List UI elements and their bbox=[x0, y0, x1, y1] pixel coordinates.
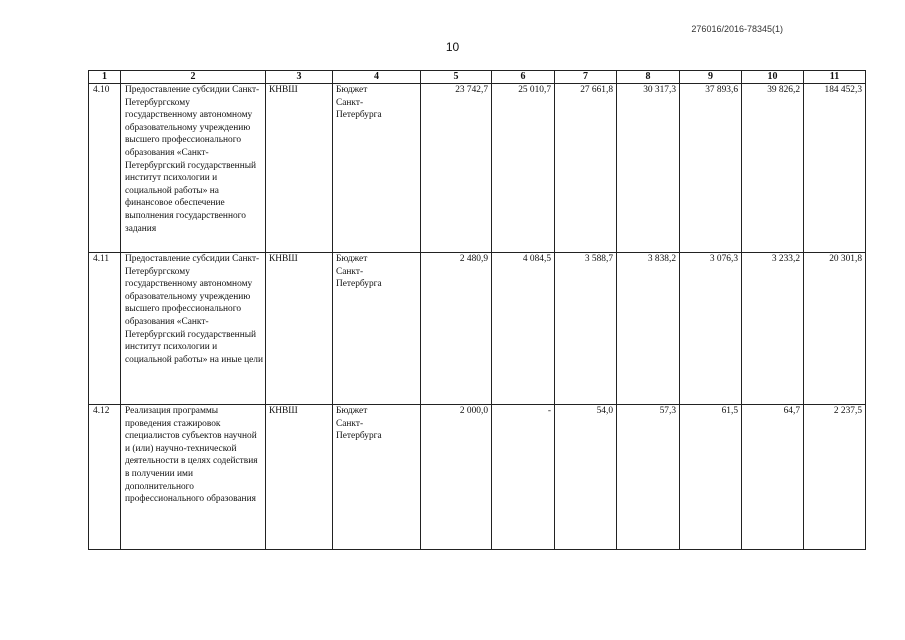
row-funding-source: Бюджет Санкт- Петербурга bbox=[333, 253, 421, 405]
row-value: 4 084,5 bbox=[492, 253, 555, 405]
row-number: 4.11 bbox=[89, 253, 121, 405]
row-value: 64,7 bbox=[742, 405, 804, 550]
row-value: 25 010,7 bbox=[492, 84, 555, 253]
row-value: 61,5 bbox=[680, 405, 742, 550]
row-value: 3 588,7 bbox=[555, 253, 617, 405]
row-value: 23 742,7 bbox=[421, 84, 492, 253]
column-header: 9 bbox=[680, 71, 742, 84]
table-row bbox=[89, 405, 866, 550]
row-value: 2 480,9 bbox=[421, 253, 492, 405]
row-funding-source: Бюджет Санкт- Петербурга bbox=[333, 84, 421, 253]
row-value: 39 826,2 bbox=[742, 84, 804, 253]
column-header: 3 bbox=[266, 71, 333, 84]
row-total: 184 452,3 bbox=[804, 84, 866, 253]
document-id: 276016/2016-78345(1) bbox=[691, 24, 783, 34]
row-value: 57,3 bbox=[617, 405, 680, 550]
column-header: 2 bbox=[121, 71, 266, 84]
row-description: Реализация программы проведения стажировок специалистов субъектов научной и (или) научно-технической деятельности в целях содействия в получении ими дополнительного профессионального образования bbox=[121, 405, 266, 550]
column-header: 10 bbox=[742, 71, 804, 84]
column-header: 8 bbox=[617, 71, 680, 84]
row-value: 3 233,2 bbox=[742, 253, 804, 405]
row-total: 20 301,8 bbox=[804, 253, 866, 405]
row-executor: КНВШ bbox=[266, 84, 333, 253]
column-header: 1 bbox=[89, 71, 121, 84]
column-header: 6 bbox=[492, 71, 555, 84]
table-header-row bbox=[89, 71, 866, 84]
row-value: 3 838,2 bbox=[617, 253, 680, 405]
row-value: 27 661,8 bbox=[555, 84, 617, 253]
row-description: Предоставление субсидии Санкт-Петербургскому государственному автономному образовательному учреждению высшего профессионального образования «Санкт-Петербургский государственный институт психологии и социальной работы» на финансовое обеспечение выполнения государственного задания bbox=[121, 84, 266, 253]
column-header: 5 bbox=[421, 71, 492, 84]
column-header: 7 bbox=[555, 71, 617, 84]
row-value: 54,0 bbox=[555, 405, 617, 550]
row-number: 4.10 bbox=[89, 84, 121, 253]
row-value: 30 317,3 bbox=[617, 84, 680, 253]
row-description: Предоставление субсидии Санкт-Петербургскому государственному автономному образовательному учреждению высшего профессионального образования «Санкт-Петербургский государственный институт психологии и социальной работы» на иные цели bbox=[121, 253, 266, 405]
row-number: 4.12 bbox=[89, 405, 121, 550]
row-value: 37 893,6 bbox=[680, 84, 742, 253]
row-total: 2 237,5 bbox=[804, 405, 866, 550]
row-funding-source: Бюджет Санкт- Петербурга bbox=[333, 405, 421, 550]
page-number: 10 bbox=[445, 40, 460, 54]
table-row bbox=[89, 84, 866, 253]
row-value: 2 000,0 bbox=[421, 405, 492, 550]
row-value: - bbox=[492, 405, 555, 550]
table-row bbox=[89, 253, 866, 405]
row-executor: КНВШ bbox=[266, 405, 333, 550]
column-header: 11 bbox=[804, 71, 866, 84]
row-executor: КНВШ bbox=[266, 253, 333, 405]
column-header: 4 bbox=[333, 71, 421, 84]
row-value: 3 076,3 bbox=[680, 253, 742, 405]
program-table bbox=[88, 70, 866, 550]
